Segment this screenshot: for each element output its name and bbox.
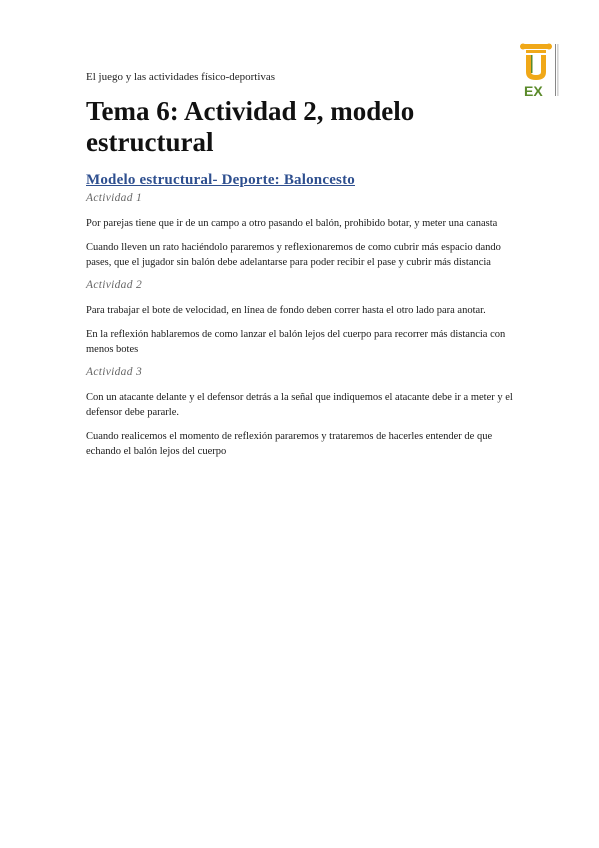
section-heading: Modelo estructural- Deporte: Baloncesto (86, 172, 355, 188)
activity-paragraph: Por parejas tiene que ir de un campo a otro pasando el balón, prohibido botar, y meter una canasta (86, 218, 498, 229)
activity-label: Actividad 3 (86, 366, 142, 378)
activity-block (86, 279, 516, 357)
activity-paragraph: Cuando realicemos el momento de reflexión pararemos y trataremos de hacerles entender de que echando el balón lejos del cuerpo (86, 431, 493, 457)
university-logo-icon (517, 42, 561, 100)
activity-paragraph: Con un atacante delante y el defensor detrás a la señal que indiquemos el atacante debe ir a meter y el defensor debe pararle. (86, 392, 513, 418)
activity-label: Actividad 1 (86, 192, 142, 204)
page-title: Tema 6: Actividad 2, modelo estructural (86, 96, 415, 157)
svg-text:EX: EX (524, 83, 543, 99)
activity-block (86, 192, 516, 270)
activity-label: Actividad 2 (86, 279, 142, 291)
activity-paragraph: En la reflexión hablaremos de como lanzar el balón lejos del cuerpo para recorrer más distancia con menos botes (86, 329, 506, 355)
activities-content (86, 192, 516, 468)
activity-paragraph: Cuando lleven un rato haciéndolo pararemos y reflexionaremos de como cubrir más espacio dando pases, que el jugador sin balón debe adelantarse para poder recibir el pase y cubrir más distancia (86, 242, 501, 268)
activity-paragraph: Para trabajar el bote de velocidad, en línea de fondo deben correr hasta el otro lado para anotar. (86, 305, 486, 316)
course-header: El juego y las actividades físico-deportivas (86, 71, 276, 83)
activity-block (86, 366, 516, 459)
